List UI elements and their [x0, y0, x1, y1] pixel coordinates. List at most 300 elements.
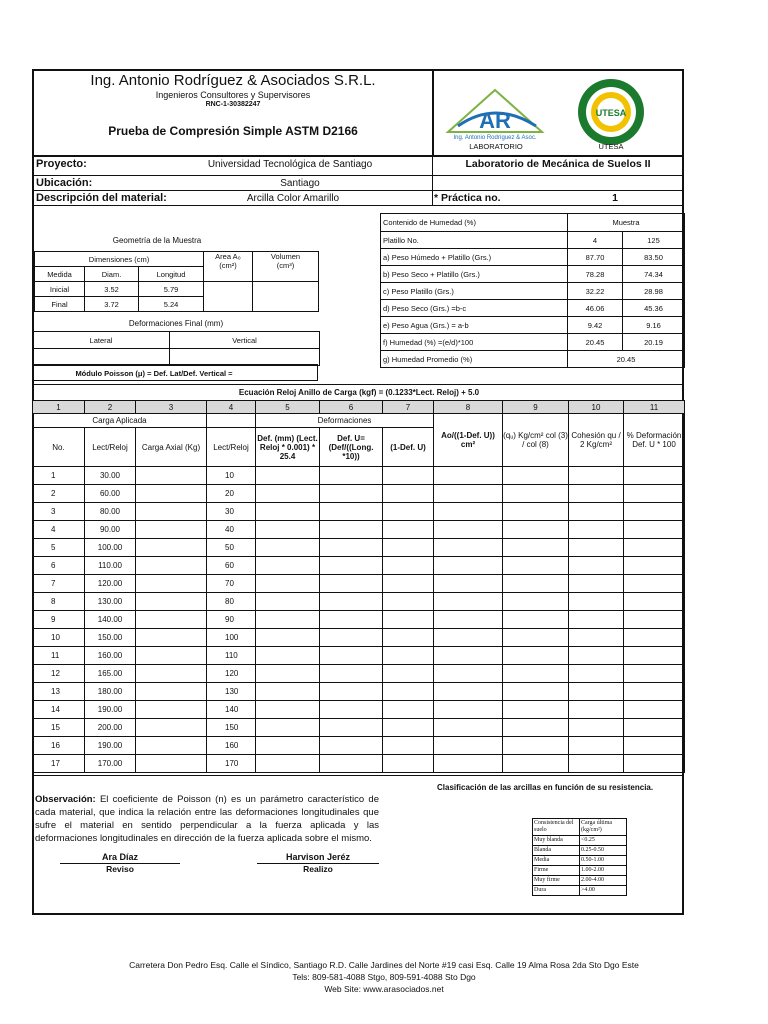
- row-empty-cell: [569, 629, 624, 647]
- moisture-row-label: c) Peso Platillo (Grs.): [381, 283, 568, 300]
- proyecto-label: Proyecto:: [36, 158, 87, 170]
- compression-table: [32, 400, 685, 773]
- def-mm-header: Def. (mm) (Lect. Reloj * 0.001) * 25.4: [256, 428, 320, 467]
- row-empty-cell: [503, 611, 569, 629]
- row-empty-cell: [383, 611, 434, 629]
- column-number: 5: [256, 401, 320, 414]
- column-number: 8: [434, 401, 503, 414]
- clasificacion-row: [533, 836, 627, 846]
- carga-aplicada-header: Carga Aplicada: [33, 414, 207, 428]
- lect-header: Lect/Reloj: [85, 428, 136, 467]
- row-empty-cell: [256, 629, 320, 647]
- lab-logo-label: LABORATORIO: [469, 142, 523, 151]
- row-empty-cell: [503, 593, 569, 611]
- moisture-row-value-1: 78.28: [568, 266, 623, 283]
- row-no: 6: [33, 557, 85, 575]
- row-lect-reloj: 180.00: [85, 683, 136, 701]
- row-no: 3: [33, 503, 85, 521]
- consistencia-value: Dura: [533, 886, 580, 896]
- row-lect-reloj-def: 80: [207, 593, 256, 611]
- column-number: 7: [383, 401, 434, 414]
- row-empty-cell: [256, 737, 320, 755]
- row-empty-cell: [320, 611, 383, 629]
- realizo-name: Harvison Jeréz: [285, 852, 351, 862]
- def-u-header: Def. U= (Def/((Long. *10)): [320, 428, 383, 467]
- row-empty-cell: [383, 719, 434, 737]
- clasificacion-title: Clasificación de las arcillas en función de su resistencia.: [437, 783, 654, 792]
- utesa-seal-icon: [573, 78, 649, 146]
- row-empty-cell: [383, 467, 434, 485]
- no-header: No.: [33, 428, 85, 467]
- row-empty-cell: [503, 485, 569, 503]
- row-lect-reloj-def: 150: [207, 719, 256, 737]
- row-lect-reloj: 100.00: [85, 539, 136, 557]
- row-empty-cell: [434, 755, 503, 773]
- moisture-row-value-2: 83.50: [623, 249, 685, 266]
- row-empty-cell: [256, 539, 320, 557]
- row-no: 2: [33, 485, 85, 503]
- row-lect-reloj-def: 20: [207, 485, 256, 503]
- moisture-row-label: b) Peso Seco + Platillo (Grs.): [381, 266, 568, 283]
- observacion-label: Observación:: [35, 794, 96, 805]
- row-carga-axial: [136, 629, 207, 647]
- table-row: [33, 647, 685, 665]
- row-empty-cell: [256, 683, 320, 701]
- observacion-text: El coeficiente de Poisson (n) es un parámetro característico de cada material, que indica la relación entre las deformaciones longitudinales que sufre el material en sentido perpendicular a la fuerza aplicada y las deformaciones longitudinales en dirección de la fuerza aplicada sobre el mismo.: [35, 794, 379, 844]
- column-number: 4: [207, 401, 256, 414]
- row-empty-cell: [320, 575, 383, 593]
- geometry-row-inicial: Inicial 3.52 5.79: [35, 282, 319, 297]
- moisture-row-value-2: 45.36: [623, 300, 685, 317]
- row-empty-cell: [256, 755, 320, 773]
- row-empty-cell: [624, 629, 685, 647]
- row-no: 12: [33, 665, 85, 683]
- row-empty-cell: [434, 467, 503, 485]
- ubicacion-value: Santiago: [280, 178, 320, 189]
- col-medida: Medida: [35, 267, 85, 282]
- humedad-promedio-value: 20.45: [568, 351, 685, 368]
- row-empty-cell: [320, 701, 383, 719]
- clasificacion-row: [533, 856, 627, 866]
- row-carga-axial: [136, 701, 207, 719]
- row-empty-cell: [383, 593, 434, 611]
- row-empty-cell: [569, 719, 624, 737]
- row-empty-cell: [624, 521, 685, 539]
- row-lect-reloj-def: 110: [207, 647, 256, 665]
- row-empty-cell: [383, 503, 434, 521]
- table-row: [33, 629, 685, 647]
- row-empty-cell: [503, 755, 569, 773]
- column-number: 11: [624, 401, 685, 414]
- row-empty-cell: [256, 719, 320, 737]
- row-empty-cell: [256, 485, 320, 503]
- row-empty-cell: [569, 737, 624, 755]
- row-empty-cell: [434, 539, 503, 557]
- moisture-row-value-2: 20.19: [623, 334, 685, 351]
- table-row: [33, 719, 685, 737]
- moisture-row: [381, 232, 685, 249]
- deformaciones-header: Deformaciones: [256, 414, 434, 428]
- row-empty-cell: [320, 683, 383, 701]
- row-no: 11: [33, 647, 85, 665]
- row-empty-cell: [434, 575, 503, 593]
- row-empty-cell: [569, 755, 624, 773]
- consistencia-header: Consistencia del suelo: [533, 819, 580, 836]
- muestra-header: Muestra: [568, 214, 685, 232]
- moisture-row-value-1: 4: [568, 232, 623, 249]
- col-longitud: Longitud: [139, 267, 204, 282]
- row-empty-cell: [569, 611, 624, 629]
- row-carga-axial: [136, 539, 207, 557]
- reviso-name: Ara Díaz: [101, 852, 138, 862]
- row-empty-cell: [503, 737, 569, 755]
- footer-address: Carretera Don Pedro Esq. Calle el Síndico, Santiago R.D. Calle Jardines del Norte #19 casi Esq. Calle 19 Alma Rosa 2da Sto Dgo Este: [129, 960, 639, 970]
- row-empty-cell: [256, 467, 320, 485]
- geometry-table: [34, 251, 319, 312]
- table-row: [33, 683, 685, 701]
- clasificacion-row: [533, 886, 627, 896]
- row-empty-cell: [624, 683, 685, 701]
- table-row: [33, 467, 685, 485]
- row-empty-cell: [434, 593, 503, 611]
- row-empty-cell: [320, 557, 383, 575]
- row-empty-cell: [503, 665, 569, 683]
- row-empty-cell: [624, 593, 685, 611]
- row-lect-reloj-def: 90: [207, 611, 256, 629]
- row-lect-reloj: 165.00: [85, 665, 136, 683]
- column-number: 10: [569, 401, 624, 414]
- row-no: 8: [33, 593, 85, 611]
- row-empty-cell: [503, 629, 569, 647]
- row-empty-cell: [434, 557, 503, 575]
- column-number: 1: [33, 401, 85, 414]
- row-empty-cell: [503, 557, 569, 575]
- deformation-table: [32, 331, 320, 366]
- row-empty-cell: [320, 485, 383, 503]
- row-no: 7: [33, 575, 85, 593]
- ao-header: Ao/((1-Def. U)) cm²: [434, 414, 503, 467]
- row-empty-cell: [383, 521, 434, 539]
- company-subtitle: Ingenieros Consultores y Supervisores: [155, 90, 311, 100]
- row-empty-cell: [569, 575, 624, 593]
- row-empty-cell: [434, 683, 503, 701]
- row-empty-cell: [383, 539, 434, 557]
- descripcion-value: Arcilla Color Amarillo: [246, 193, 340, 204]
- row-lect-reloj: 110.00: [85, 557, 136, 575]
- row-no: 16: [33, 737, 85, 755]
- row-no: 5: [33, 539, 85, 557]
- row-lect-reloj-def: 50: [207, 539, 256, 557]
- row-empty-cell: [383, 575, 434, 593]
- row-empty-cell: [569, 665, 624, 683]
- row-empty-cell: [624, 611, 685, 629]
- row-empty-cell: [434, 611, 503, 629]
- row-lect-reloj: 160.00: [85, 647, 136, 665]
- row-lect-reloj-def: 30: [207, 503, 256, 521]
- row-empty-cell: [503, 575, 569, 593]
- row-lect-reloj: 90.00: [85, 521, 136, 539]
- clasificacion-table: [532, 818, 627, 896]
- col-diam: Diam.: [85, 267, 139, 282]
- row-empty-cell: [624, 701, 685, 719]
- row-empty-cell: [503, 701, 569, 719]
- carga-value: 2.00-4.00: [580, 876, 627, 886]
- row-no: 9: [33, 611, 85, 629]
- row-empty-cell: [624, 557, 685, 575]
- row-carga-axial: [136, 467, 207, 485]
- row-empty-cell: [569, 683, 624, 701]
- row-carga-axial: [136, 521, 207, 539]
- row-lect-reloj-def: 10: [207, 467, 256, 485]
- lab-title: Laboratorio de Mecánica de Suelos II: [465, 158, 651, 170]
- row-empty-cell: [320, 719, 383, 737]
- moisture-row: [381, 266, 685, 283]
- row-empty-cell: [624, 755, 685, 773]
- table-row: [33, 737, 685, 755]
- row-carga-axial: [136, 575, 207, 593]
- row-carga-axial: [136, 719, 207, 737]
- proyecto-value: Universidad Tecnológica de Santiago: [207, 159, 373, 170]
- dimensions-header: Dimensiones (cm): [35, 252, 204, 267]
- utesa-label: UTESA: [598, 142, 624, 151]
- row-lect-reloj: 190.00: [85, 701, 136, 719]
- row-no: 1: [33, 467, 85, 485]
- row-empty-cell: [256, 611, 320, 629]
- consistencia-value: Firme: [533, 866, 580, 876]
- ubicacion-label: Ubicación:: [36, 177, 93, 189]
- row-no: 14: [33, 701, 85, 719]
- row-empty-cell: [383, 737, 434, 755]
- row-empty-cell: [320, 755, 383, 773]
- practica-label: * Práctica no.: [434, 192, 501, 204]
- lab-logo-icon: [444, 86, 546, 142]
- carga-value: 0.25-0.50: [580, 846, 627, 856]
- moisture-row: [381, 334, 685, 351]
- row-carga-axial: [136, 683, 207, 701]
- moisture-table: [380, 213, 685, 368]
- row-empty-cell: [383, 485, 434, 503]
- qu-header: (qᵤ) Kg/cm² col (3) / col (8): [503, 414, 569, 467]
- row-empty-cell: [320, 629, 383, 647]
- row-no: 17: [33, 755, 85, 773]
- moisture-row-value-1: 46.06: [568, 300, 623, 317]
- row-lect-reloj: 80.00: [85, 503, 136, 521]
- row-empty-cell: [320, 467, 383, 485]
- row-carga-axial: [136, 755, 207, 773]
- moisture-row: [381, 249, 685, 266]
- row-empty-cell: [434, 737, 503, 755]
- row-lect-reloj: 60.00: [85, 485, 136, 503]
- row-lect-reloj: 170.00: [85, 755, 136, 773]
- row-empty-cell: [383, 701, 434, 719]
- lateral-label: Lateral: [33, 332, 170, 349]
- row-lect-reloj: 130.00: [85, 593, 136, 611]
- row-carga-axial: [136, 665, 207, 683]
- row-lect-reloj-def: 170: [207, 755, 256, 773]
- carga-value: >4.00: [580, 886, 627, 896]
- row-empty-cell: [569, 467, 624, 485]
- row-empty-cell: [320, 647, 383, 665]
- row-empty-cell: [383, 755, 434, 773]
- table-row: [33, 755, 685, 773]
- row-empty-cell: [256, 521, 320, 539]
- row-empty-cell: [320, 593, 383, 611]
- carga-value: 0.50-1.00: [580, 856, 627, 866]
- moisture-row-label: f) Humedad (%) =(e/d)*100: [381, 334, 568, 351]
- row-carga-axial: [136, 737, 207, 755]
- row-empty-cell: [624, 647, 685, 665]
- lab-logo-letters: AR: [479, 108, 511, 133]
- row-empty-cell: [320, 737, 383, 755]
- moisture-row-value-1: 20.45: [568, 334, 623, 351]
- poisson-label: Módulo Poisson (μ) = Def. Lat/Def. Vertical =: [75, 369, 233, 378]
- realizo-label: Realizo: [303, 864, 333, 874]
- row-lect-reloj: 200.00: [85, 719, 136, 737]
- row-empty-cell: [434, 647, 503, 665]
- row-empty-cell: [434, 521, 503, 539]
- row-empty-cell: [624, 575, 685, 593]
- def-final-label: Deformaciones Final (mm): [128, 319, 224, 328]
- moisture-row-value-2: 125: [623, 232, 685, 249]
- rnc-number: RNC-1-30382247: [205, 101, 261, 108]
- pct-def-header: % Deformación Def. U * 100: [624, 414, 685, 467]
- row-empty-cell: [256, 647, 320, 665]
- row-empty-cell: [569, 701, 624, 719]
- moisture-row-label: a) Peso Húmedo + Platillo (Grs.): [381, 249, 568, 266]
- practica-value: 1: [612, 192, 618, 204]
- geometry-title: Geometría de la Muestra: [112, 236, 202, 245]
- footer-phones: Tels: 809-581-4088 Stgo, 809-591-4088 Sto Dgo: [292, 972, 476, 982]
- row-empty-cell: [569, 557, 624, 575]
- column-number: 6: [320, 401, 383, 414]
- table-row: [33, 539, 685, 557]
- row-empty-cell: [434, 701, 503, 719]
- row-carga-axial: [136, 485, 207, 503]
- row-empty-cell: [256, 557, 320, 575]
- moisture-row: [381, 283, 685, 300]
- row-empty-cell: [383, 629, 434, 647]
- row-empty-cell: [569, 521, 624, 539]
- test-title: Prueba de Compresión Simple ASTM D2166: [108, 124, 358, 138]
- row-empty-cell: [383, 647, 434, 665]
- footer-website: Web Site: www.arasociados.net: [324, 984, 444, 994]
- table-row: [33, 503, 685, 521]
- row-empty-cell: [383, 557, 434, 575]
- row-empty-cell: [569, 503, 624, 521]
- row-lect-reloj-def: 70: [207, 575, 256, 593]
- consistencia-value: Media: [533, 856, 580, 866]
- carga-ultima-header: Carga última (kg/cm²): [580, 819, 627, 836]
- row-empty-cell: [569, 485, 624, 503]
- row-no: 4: [33, 521, 85, 539]
- row-carga-axial: [136, 647, 207, 665]
- humedad-promedio-label: g) Humedad Promedio (%): [381, 351, 568, 368]
- area-header: Area A₀ (cm²): [204, 252, 253, 282]
- row-carga-axial: [136, 557, 207, 575]
- row-lect-reloj-def: 130: [207, 683, 256, 701]
- geometry-row-final: Final 3.72 5.24: [35, 297, 319, 312]
- moisture-row-value-2: 9.16: [623, 317, 685, 334]
- table-row: [33, 701, 685, 719]
- utesa-seal-text: UTESA: [595, 108, 627, 118]
- one-minus-def-header: (1-Def. U): [383, 428, 434, 467]
- carga-value: 1.00-2.00: [580, 866, 627, 876]
- moisture-row: [381, 300, 685, 317]
- moisture-title: Contenido de Humedad (%): [381, 214, 568, 232]
- row-lect-reloj-def: 100: [207, 629, 256, 647]
- row-empty-cell: [434, 629, 503, 647]
- row-lect-reloj-def: 120: [207, 665, 256, 683]
- consistencia-value: Muy firme: [533, 876, 580, 886]
- table-row: [33, 485, 685, 503]
- row-empty-cell: [503, 539, 569, 557]
- row-lect-reloj: 140.00: [85, 611, 136, 629]
- row-empty-cell: [256, 665, 320, 683]
- cohesion-header: Cohesión qu / 2 Kg/cm²: [569, 414, 624, 467]
- row-lect-reloj-def: 160: [207, 737, 256, 755]
- column-number: 9: [503, 401, 569, 414]
- row-empty-cell: [320, 539, 383, 557]
- moisture-row-value-1: 87.70: [568, 249, 623, 266]
- table-row: [33, 575, 685, 593]
- row-lect-reloj: 150.00: [85, 629, 136, 647]
- clasificacion-row: [533, 846, 627, 856]
- row-lect-reloj-def: 60: [207, 557, 256, 575]
- row-lect-reloj: 30.00: [85, 467, 136, 485]
- row-empty-cell: [569, 647, 624, 665]
- row-empty-cell: [624, 737, 685, 755]
- row-empty-cell: [320, 521, 383, 539]
- row-empty-cell: [624, 539, 685, 557]
- column-number: 2: [85, 401, 136, 414]
- lab-logo-caption: Ing. Antonio Rodríguez & Asoc.: [453, 135, 537, 141]
- descripcion-label: Descripción del material:: [36, 192, 167, 204]
- row-empty-cell: [503, 503, 569, 521]
- company-name: Ing. Antonio Rodríguez & Asociados S.R.L.: [90, 72, 376, 89]
- row-lect-reloj-def: 140: [207, 701, 256, 719]
- row-lect-reloj: 120.00: [85, 575, 136, 593]
- row-empty-cell: [320, 503, 383, 521]
- table-row: [33, 557, 685, 575]
- row-empty-cell: [383, 665, 434, 683]
- row-empty-cell: [503, 683, 569, 701]
- row-lect-reloj-def: 40: [207, 521, 256, 539]
- header-divider: [432, 70, 434, 156]
- observacion-block: [35, 793, 379, 845]
- row-empty-cell: [256, 575, 320, 593]
- vertical-label: Vertical: [170, 332, 320, 349]
- moisture-row-label: e) Peso Agua (Grs.) = a-b: [381, 317, 568, 334]
- row-empty-cell: [503, 719, 569, 737]
- row-empty-cell: [624, 719, 685, 737]
- moisture-row-value-1: 32.22: [568, 283, 623, 300]
- row-empty-cell: [569, 593, 624, 611]
- row-empty-cell: [624, 665, 685, 683]
- row-empty-cell: [434, 665, 503, 683]
- consistencia-value: Blanda: [533, 846, 580, 856]
- column-number: 3: [136, 401, 207, 414]
- row-lect-reloj: 190.00: [85, 737, 136, 755]
- row-empty-cell: [434, 719, 503, 737]
- row-no: 13: [33, 683, 85, 701]
- row-empty-cell: [256, 593, 320, 611]
- table-row: [33, 665, 685, 683]
- moisture-row-label: d) Peso Seco (Grs.) =b-c: [381, 300, 568, 317]
- row-empty-cell: [624, 467, 685, 485]
- moisture-row-label: Platillo No.: [381, 232, 568, 249]
- row-empty-cell: [503, 467, 569, 485]
- row-carga-axial: [136, 611, 207, 629]
